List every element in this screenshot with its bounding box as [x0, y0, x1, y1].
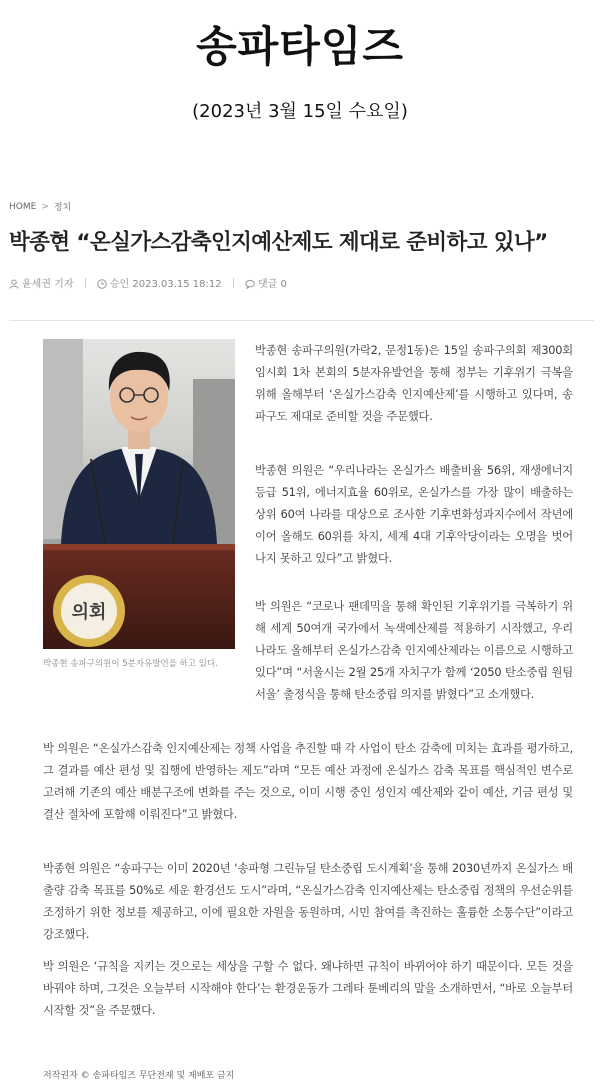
article-paragraph: 박종현 송파구의원(가락2, 문정1동)은 15일 송파구의회 제300회 임시회 1차 본회의 5분자유발언을 통해 정부는 기후위기 극복을 위해 올해부터 ‘온실가스감축 인지예산제’를 시행하고 있다며, 송파구도 제대로 준비할 것을 주문했다. — [255, 344, 573, 423]
breadcrumb-section-link[interactable]: 정치 — [53, 203, 72, 213]
photo-caption: 박종현 송파구의원이 5분자유발언을 하고 있다. — [43, 659, 218, 669]
meta-divider — [85, 278, 86, 288]
breadcrumb — [9, 200, 71, 213]
approved-time — [97, 275, 222, 290]
comment-icon — [245, 279, 255, 289]
comment-count[interactable] — [245, 275, 287, 290]
reporter-byline — [9, 275, 73, 290]
article-meta — [9, 275, 287, 290]
article-paragraph: 박 의원은 “온실가스감축 인지예산제는 정책 사업을 추진할 때 각 사업이 탄소 감축에 미치는 효과를 평가하고, 그 결과를 예산 편성 및 집행에 반영하는 제도”라며 “모든 예산 과정에 온실가스 감축 목표를 핵심적인 변수로 고려해 기존의 예산 배분구조에 변화를 주는 것으로, 이미 시행 중인 성인지 예산제와 같이 예산, 기금 편성 및 결산 절차에 포함해 이뤄진다”고 밝혔다. — [43, 742, 573, 821]
header-divider — [9, 320, 594, 321]
meta-divider — [233, 278, 234, 288]
person-icon — [9, 279, 19, 289]
council-emblem-text: 의회 — [71, 602, 107, 623]
newspaper-masthead: 송파타임즈 — [196, 22, 404, 71]
breadcrumb-separator: > — [41, 201, 49, 212]
article-paragraph: 박 의원은 “코로나 팬데믹을 통해 확인된 기후위기를 극복하기 위해 세계 50여개 국가에서 녹색예산제를 적용하기 시작했고, 우리나라도 올해부터 온실가스감축 인지예산제라는 이름으로 시행하고 있다”며 “서울시는 2월 25개 자치구가 함께 ‘2050 탄소중립 원팀 서울’ 출정식을 통해 탄소중립 의지를 밝혔다”고 소개했다. — [255, 600, 573, 701]
breadcrumb-home-link[interactable]: HOME — [9, 201, 37, 212]
article-paragraph: 박종현 의원은 “송파구는 이미 2020년 ‘송파형 그린뉴딜 탄소중립 도시계획’을 통해 2030년까지 온실가스 배출량 감축 목표를 50%로 세운 환경선도 도시”라며, “온실가스감축 인지예산제는 탄소중립 정책의 우선순위를 조정하기 위한 정보를 제공하고, 이에 필요한 자원을 동원하며, 시민 참여를 촉진하는 훌륭한 소통수단”이라고 강조했다. — [43, 862, 573, 941]
article-paragraph: 박종현 의원은 “우리나라는 온실가스 배출비율 56위, 재생에너지 등급 51위, 에너지효율 60위로, 온실가스를 가장 많이 배출하는 상위 60여 나라를 대상으로 조사한 기후변화성과지수에서 작년에 이어 올해도 60위를 차지, 세계 4대 기후악당이라는 오명을 벗어나지 못하고 있다”고 밝혔다. — [255, 464, 573, 565]
article-photo — [43, 339, 235, 649]
article-headline: 박종현 “온실가스감축인지예산제도 제대로 준비하고 있나” — [9, 230, 548, 255]
approved-time-text: 승인 2023.03.15 18:12 — [109, 279, 222, 290]
copyright-notice: 저작권자 © 송파타임즈 무단전재 및 재배포 금지 — [43, 1071, 235, 1081]
reporter-name[interactable]: 윤세권 기자 — [22, 279, 74, 290]
article-paragraph: 박 의원은 ‘규칙을 지키는 것으로는 세상을 구할 수 없다. 왜냐하면 규칙이 바뀌어야 하기 때문이다. 모든 것을 바꿔야 하며, 그것은 오늘부터 시작해야 한다’는 환경운동가 그레타 툰베리의 말을 소개하면서, “바로 오늘부터 시작할 것”을 주문했다. — [43, 960, 573, 1017]
comment-count-text: 댓글 0 — [258, 279, 287, 290]
clock-icon — [97, 279, 107, 289]
publication-date: (2023년 3월 15일 수요일) — [192, 101, 408, 122]
council-member-photo — [43, 339, 235, 649]
